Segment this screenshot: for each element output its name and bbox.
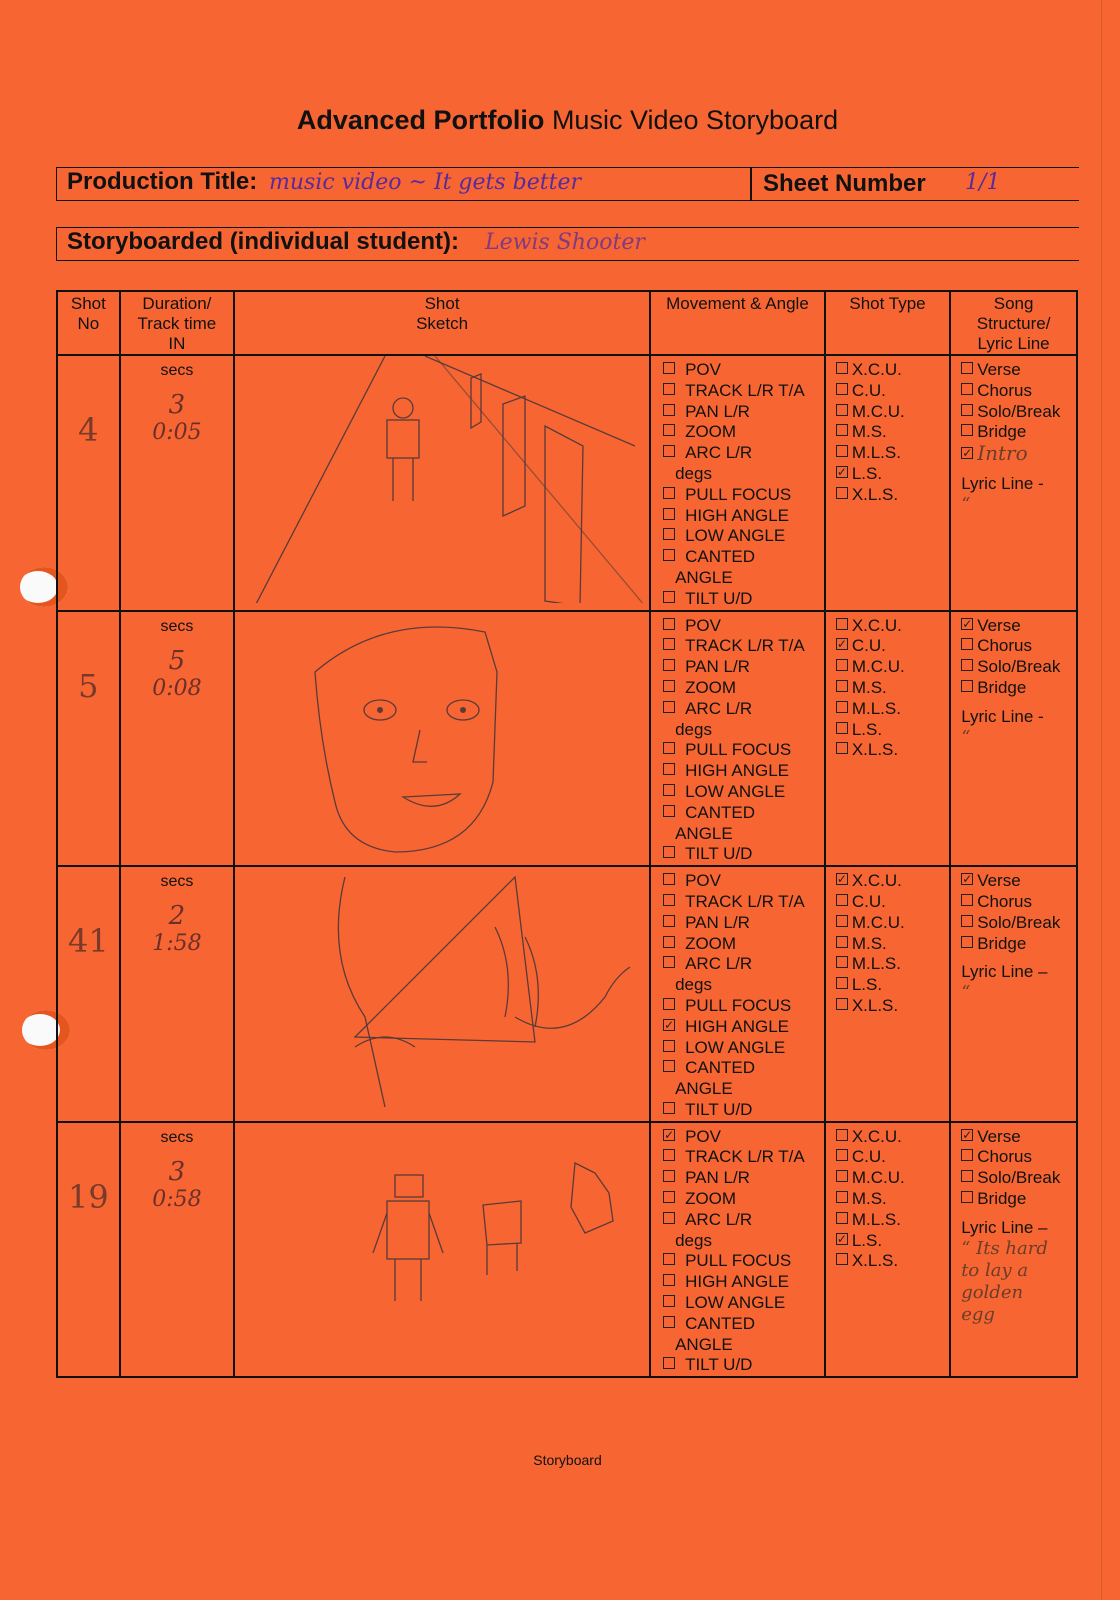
- movement-option: CANTED: [663, 1058, 824, 1079]
- song-option: Solo/Break: [961, 657, 1076, 678]
- shot-type-option: M.L.S.: [836, 699, 949, 720]
- shot-type-option: ✓C.U.: [836, 636, 949, 657]
- duration-cell: [120, 355, 234, 611]
- movement-option: HIGH ANGLE: [663, 506, 824, 527]
- checkbox[interactable]: [836, 722, 848, 734]
- sheet-number-value: 1/1: [965, 170, 1001, 195]
- checkbox[interactable]: [663, 846, 675, 858]
- checkbox[interactable]: [836, 445, 848, 457]
- secs-label: secs: [160, 617, 194, 635]
- movement-cell: [650, 1122, 825, 1378]
- checkbox[interactable]: [836, 404, 848, 416]
- shot-type-option: M.L.S.: [836, 1210, 949, 1231]
- checkbox[interactable]: [663, 659, 675, 671]
- shot-row: [57, 866, 1077, 1122]
- shot-type-option: M.S.: [836, 678, 949, 699]
- movement-option: ARC L/R: [663, 1210, 824, 1231]
- checkbox[interactable]: [663, 873, 675, 885]
- lyric-line-value: “: [961, 982, 971, 1004]
- lyric-line-label: Lyric Line –: [961, 1217, 1048, 1237]
- checkbox[interactable]: [663, 618, 675, 630]
- checkbox[interactable]: [663, 742, 675, 754]
- song-option: Solo/Break: [961, 913, 1076, 934]
- checkbox[interactable]: [961, 1191, 973, 1203]
- movement-option: ✓HIGH ANGLE: [663, 1017, 824, 1038]
- checkbox[interactable]: [663, 1212, 675, 1224]
- checkbox[interactable]: [663, 915, 675, 927]
- movement-option: PAN L/R: [663, 657, 824, 678]
- storyboarded-row: [56, 227, 1079, 261]
- shot-type-option: ✓X.C.U.: [836, 871, 949, 892]
- shot-type-option: M.S.: [836, 934, 949, 955]
- checkbox[interactable]: [663, 383, 675, 395]
- song-option: ✓Verse: [961, 1127, 1076, 1148]
- shot-type-option: L.S.: [836, 975, 949, 996]
- storyboarded-value: Lewis Shooter: [485, 230, 645, 255]
- storyboard-table: [56, 290, 1078, 1378]
- song-cell: [950, 355, 1077, 611]
- checkbox[interactable]: [663, 763, 675, 775]
- track-time-value: 0:05: [152, 420, 202, 445]
- title-rest: Music Video Storyboard: [544, 105, 839, 135]
- movement-option: LOW ANGLE: [663, 526, 824, 547]
- checkbox[interactable]: [663, 591, 675, 603]
- song-option: Chorus: [961, 892, 1076, 913]
- shot-type-option: M.S.: [836, 1189, 949, 1210]
- movement-option: POV: [663, 616, 824, 637]
- checkbox[interactable]: [836, 1129, 848, 1141]
- checkbox[interactable]: [836, 487, 848, 499]
- movement-note: degs: [675, 463, 712, 483]
- lyric-line-value: “: [961, 726, 971, 748]
- shot-type-option: C.U.: [836, 381, 949, 402]
- movement-option: LOW ANGLE: [663, 1038, 824, 1059]
- checkbox[interactable]: [663, 1191, 675, 1203]
- shot-type-option: M.C.U.: [836, 1168, 949, 1189]
- shot-type-option: M.L.S.: [836, 954, 949, 975]
- shot-number-cell: [57, 866, 120, 1122]
- checkbox[interactable]: [836, 1233, 848, 1245]
- shot-type-option: C.U.: [836, 1147, 949, 1168]
- shot-type-cell: [825, 355, 950, 611]
- song-option: ✓Intro: [961, 443, 1076, 466]
- song-option: Solo/Break: [961, 402, 1076, 423]
- checkbox[interactable]: [663, 1357, 675, 1369]
- movement-option: PULL FOCUS: [663, 1251, 824, 1272]
- shot-sketch: [234, 866, 650, 1122]
- checkbox[interactable]: [663, 1170, 675, 1182]
- movement-option: LOW ANGLE: [663, 1293, 824, 1314]
- song-cell: [950, 611, 1077, 867]
- checkbox[interactable]: [836, 1191, 848, 1203]
- movement-option: LOW ANGLE: [663, 782, 824, 803]
- checkbox[interactable]: [961, 638, 973, 650]
- movement-option: PAN L/R: [663, 1168, 824, 1189]
- col-song: Song Structure/ Lyric Line: [950, 291, 1077, 355]
- song-option: Chorus: [961, 381, 1076, 402]
- checkbox[interactable]: [663, 1253, 675, 1265]
- movement-option: CANTED: [663, 803, 824, 824]
- movement-option: TILT U/D: [663, 1100, 824, 1121]
- checkbox[interactable]: [836, 1212, 848, 1224]
- duration-cell: [120, 866, 234, 1122]
- page-title: [0, 105, 1120, 136]
- shot-sketch: [234, 355, 650, 611]
- checkbox[interactable]: [836, 383, 848, 395]
- movement-note: degs: [675, 1230, 712, 1250]
- checkbox[interactable]: [836, 659, 848, 671]
- checkbox[interactable]: [663, 404, 675, 416]
- production-title-value: music video ~ It gets better: [269, 170, 581, 195]
- storyboarded-label: Storyboarded (individual student):: [67, 228, 460, 255]
- col-shot-type: Shot Type: [825, 291, 950, 355]
- track-time-value: 1:58: [152, 931, 202, 957]
- shot-type-cell: [825, 866, 950, 1122]
- checkbox[interactable]: [663, 424, 675, 436]
- checkbox[interactable]: [836, 466, 848, 478]
- checkbox[interactable]: [836, 742, 848, 754]
- shot-type-option: X.C.U.: [836, 1127, 949, 1148]
- shot-type-cell: [825, 1122, 950, 1378]
- lyric-line-label: Lyric Line -: [961, 706, 1044, 726]
- checkbox[interactable]: [663, 528, 675, 540]
- lyric-line-label: Lyric Line –: [961, 962, 1048, 982]
- shot-type-option: ✓L.S.: [836, 464, 949, 485]
- checkbox[interactable]: [961, 1129, 973, 1141]
- checkbox[interactable]: [961, 447, 973, 459]
- footer-label: Storyboard: [533, 1452, 602, 1468]
- checkbox[interactable]: [663, 549, 675, 561]
- duration-value: 3: [168, 390, 186, 420]
- checkbox[interactable]: [663, 894, 675, 906]
- row-divider: [750, 167, 752, 201]
- checkbox[interactable]: [663, 784, 675, 796]
- movement-option: PULL FOCUS: [663, 996, 824, 1017]
- song-option: ✓Verse: [961, 871, 1076, 892]
- shot-type-option: M.S.: [836, 422, 949, 443]
- shot-number: 5: [78, 666, 99, 705]
- movement-option: CANTED: [663, 1314, 824, 1335]
- checkbox[interactable]: [663, 680, 675, 692]
- production-title-row: [56, 167, 1079, 201]
- duration-cell: [120, 611, 234, 867]
- shot-type-option: X.C.U.: [836, 360, 949, 381]
- checkbox[interactable]: [961, 873, 973, 885]
- checkbox[interactable]: [663, 1316, 675, 1328]
- checkbox[interactable]: [663, 1102, 675, 1114]
- movement-option: POV: [663, 360, 824, 381]
- checkbox[interactable]: [836, 894, 848, 906]
- shot-type-option: X.L.S.: [836, 1251, 949, 1272]
- checkbox[interactable]: [663, 1040, 675, 1052]
- song-option: Chorus: [961, 1147, 1076, 1168]
- col-movement: Movement & Angle: [650, 291, 825, 355]
- shot-number: 41: [68, 922, 109, 961]
- shot-sketch: [234, 611, 650, 867]
- movement-option: ZOOM: [663, 678, 824, 699]
- shot-type-option: M.C.U.: [836, 402, 949, 423]
- song-option: Verse: [961, 360, 1076, 381]
- secs-label: secs: [160, 873, 194, 891]
- page-edge: [1101, 0, 1102, 1600]
- movement-option: ARC L/R: [663, 443, 824, 464]
- shot-number-cell: [57, 611, 120, 867]
- shot-type-option: ✓L.S.: [836, 1231, 949, 1252]
- checkbox[interactable]: [961, 894, 973, 906]
- movement-option: TRACK L/R T/A: [663, 381, 824, 402]
- movement-note: ANGLE: [675, 567, 733, 587]
- shot-type-option: X.L.S.: [836, 740, 949, 761]
- checkbox[interactable]: [836, 915, 848, 927]
- checkbox[interactable]: [836, 680, 848, 692]
- checkbox[interactable]: [961, 424, 973, 436]
- title-bold: Advanced Portfolio: [296, 105, 545, 135]
- movement-note: degs: [675, 719, 712, 739]
- checkbox[interactable]: [836, 956, 848, 968]
- checkbox[interactable]: [663, 1129, 675, 1141]
- shot-type-option: C.U.: [836, 892, 949, 913]
- checkbox[interactable]: [836, 1170, 848, 1182]
- shot-number: 19: [68, 1177, 109, 1216]
- checkbox[interactable]: [663, 998, 675, 1010]
- song-option: Chorus: [961, 636, 1076, 657]
- movement-option: PAN L/R: [663, 402, 824, 423]
- shot-number: 4: [78, 411, 99, 449]
- col-sketch: Shot Sketch: [234, 291, 650, 355]
- sketch-drawing: [235, 612, 647, 859]
- checkbox[interactable]: [836, 936, 848, 948]
- movement-option: ZOOM: [663, 934, 824, 955]
- shot-type-option: M.L.S.: [836, 443, 949, 464]
- shot-row: [57, 1122, 1077, 1378]
- movement-option: TRACK L/R T/A: [663, 1147, 824, 1168]
- checkbox[interactable]: [663, 1060, 675, 1072]
- movement-note: ANGLE: [675, 1079, 733, 1099]
- checkbox[interactable]: [836, 701, 848, 713]
- checkbox[interactable]: [961, 362, 973, 374]
- checkbox[interactable]: [961, 1149, 973, 1161]
- song-option: Bridge: [961, 678, 1076, 699]
- checkbox[interactable]: [961, 1170, 973, 1182]
- movement-option: TILT U/D: [663, 844, 824, 865]
- checkbox[interactable]: [836, 977, 848, 989]
- duration-cell: [120, 1122, 234, 1378]
- shot-type-option: X.C.U.: [836, 616, 949, 637]
- movement-option: ARC L/R: [663, 699, 824, 720]
- sketch-drawing: [235, 1123, 647, 1370]
- checkbox[interactable]: [836, 1253, 848, 1265]
- checkbox[interactable]: [836, 998, 848, 1010]
- movement-note: ANGLE: [675, 823, 733, 843]
- production-title-label: Production Title:: [67, 168, 258, 195]
- checkbox[interactable]: [836, 424, 848, 436]
- checkbox[interactable]: [663, 1295, 675, 1307]
- checkbox[interactable]: [663, 936, 675, 948]
- shot-type-option: X.L.S.: [836, 485, 949, 506]
- table-header-row: [57, 291, 1077, 355]
- movement-cell: [650, 866, 825, 1122]
- checkbox[interactable]: [836, 873, 848, 885]
- sheet-number-label: Sheet Number: [763, 170, 926, 197]
- checkbox[interactable]: [663, 956, 675, 968]
- track-time-value: 0:58: [152, 1186, 202, 1212]
- shot-type-option: X.L.S.: [836, 996, 949, 1017]
- checkbox[interactable]: [836, 618, 848, 630]
- checkbox[interactable]: [961, 680, 973, 692]
- checkbox[interactable]: [663, 1149, 675, 1161]
- movement-option: TRACK L/R T/A: [663, 636, 824, 657]
- song-option: Bridge: [961, 422, 1076, 443]
- movement-option: PULL FOCUS: [663, 740, 824, 761]
- song-option: ✓Verse: [961, 616, 1076, 637]
- movement-option: CANTED: [663, 547, 824, 568]
- checkbox[interactable]: [663, 805, 675, 817]
- duration-value: 5: [168, 645, 186, 676]
- checkbox[interactable]: [663, 508, 675, 520]
- sketch-drawing: [235, 867, 647, 1114]
- checkbox[interactable]: [961, 618, 973, 630]
- sketch-drawing: [235, 356, 647, 603]
- movement-option: ARC L/R: [663, 954, 824, 975]
- movement-option: TRACK L/R T/A: [663, 892, 824, 913]
- movement-option: TILT U/D: [663, 1355, 824, 1376]
- movement-option: POV: [663, 871, 824, 892]
- song-option: Bridge: [961, 934, 1076, 955]
- movement-option: HIGH ANGLE: [663, 761, 824, 782]
- shot-type-cell: [825, 611, 950, 867]
- checkbox[interactable]: [663, 362, 675, 374]
- lyric-line-value: “ Its hard to lay a golden egg: [961, 1237, 1048, 1325]
- duration-value: 3: [168, 1156, 186, 1187]
- checkbox[interactable]: [836, 638, 848, 650]
- movement-option: HIGH ANGLE: [663, 1272, 824, 1293]
- shot-type-option: L.S.: [836, 720, 949, 741]
- movement-option: ✓POV: [663, 1127, 824, 1148]
- song-cell: [950, 1122, 1077, 1378]
- lyric-line-value: “: [961, 493, 971, 515]
- checkbox[interactable]: [663, 445, 675, 457]
- movement-option: ZOOM: [663, 1189, 824, 1210]
- shot-type-option: M.C.U.: [836, 913, 949, 934]
- shot-number-cell: [57, 1122, 120, 1378]
- checkbox[interactable]: [663, 1019, 675, 1031]
- movement-note: degs: [675, 975, 712, 995]
- shot-sketch: [234, 1122, 650, 1378]
- checkbox[interactable]: [961, 383, 973, 395]
- shot-number-cell: [57, 355, 120, 611]
- shot-type-option: M.C.U.: [836, 657, 949, 678]
- song-option: Bridge: [961, 1189, 1076, 1210]
- checkbox[interactable]: [961, 659, 973, 671]
- col-shot-no: Shot No: [57, 291, 120, 355]
- shot-row: [57, 611, 1077, 867]
- checkbox[interactable]: [961, 936, 973, 948]
- lyric-line-label: Lyric Line -: [961, 473, 1044, 493]
- checkbox[interactable]: [663, 487, 675, 499]
- movement-option: PULL FOCUS: [663, 485, 824, 506]
- secs-label: secs: [160, 362, 194, 379]
- song-cell: [950, 866, 1077, 1122]
- checkbox[interactable]: [961, 915, 973, 927]
- duration-value: 2: [168, 901, 186, 932]
- movement-cell: [650, 611, 825, 867]
- checkbox[interactable]: [836, 362, 848, 374]
- shot-row: [57, 355, 1077, 611]
- checkbox[interactable]: [663, 701, 675, 713]
- movement-note: ANGLE: [675, 1334, 733, 1354]
- checkbox[interactable]: [961, 404, 973, 416]
- movement-cell: [650, 355, 825, 611]
- checkbox[interactable]: [663, 1274, 675, 1286]
- movement-option: ZOOM: [663, 422, 824, 443]
- col-duration: Duration/ Track time IN: [120, 291, 234, 355]
- movement-option: TILT U/D: [663, 589, 824, 610]
- song-option: Solo/Break: [961, 1168, 1076, 1189]
- checkbox[interactable]: [663, 638, 675, 650]
- movement-option: PAN L/R: [663, 913, 824, 934]
- secs-label: secs: [160, 1128, 194, 1146]
- checkbox[interactable]: [836, 1149, 848, 1161]
- track-time-value: 0:08: [152, 675, 202, 701]
